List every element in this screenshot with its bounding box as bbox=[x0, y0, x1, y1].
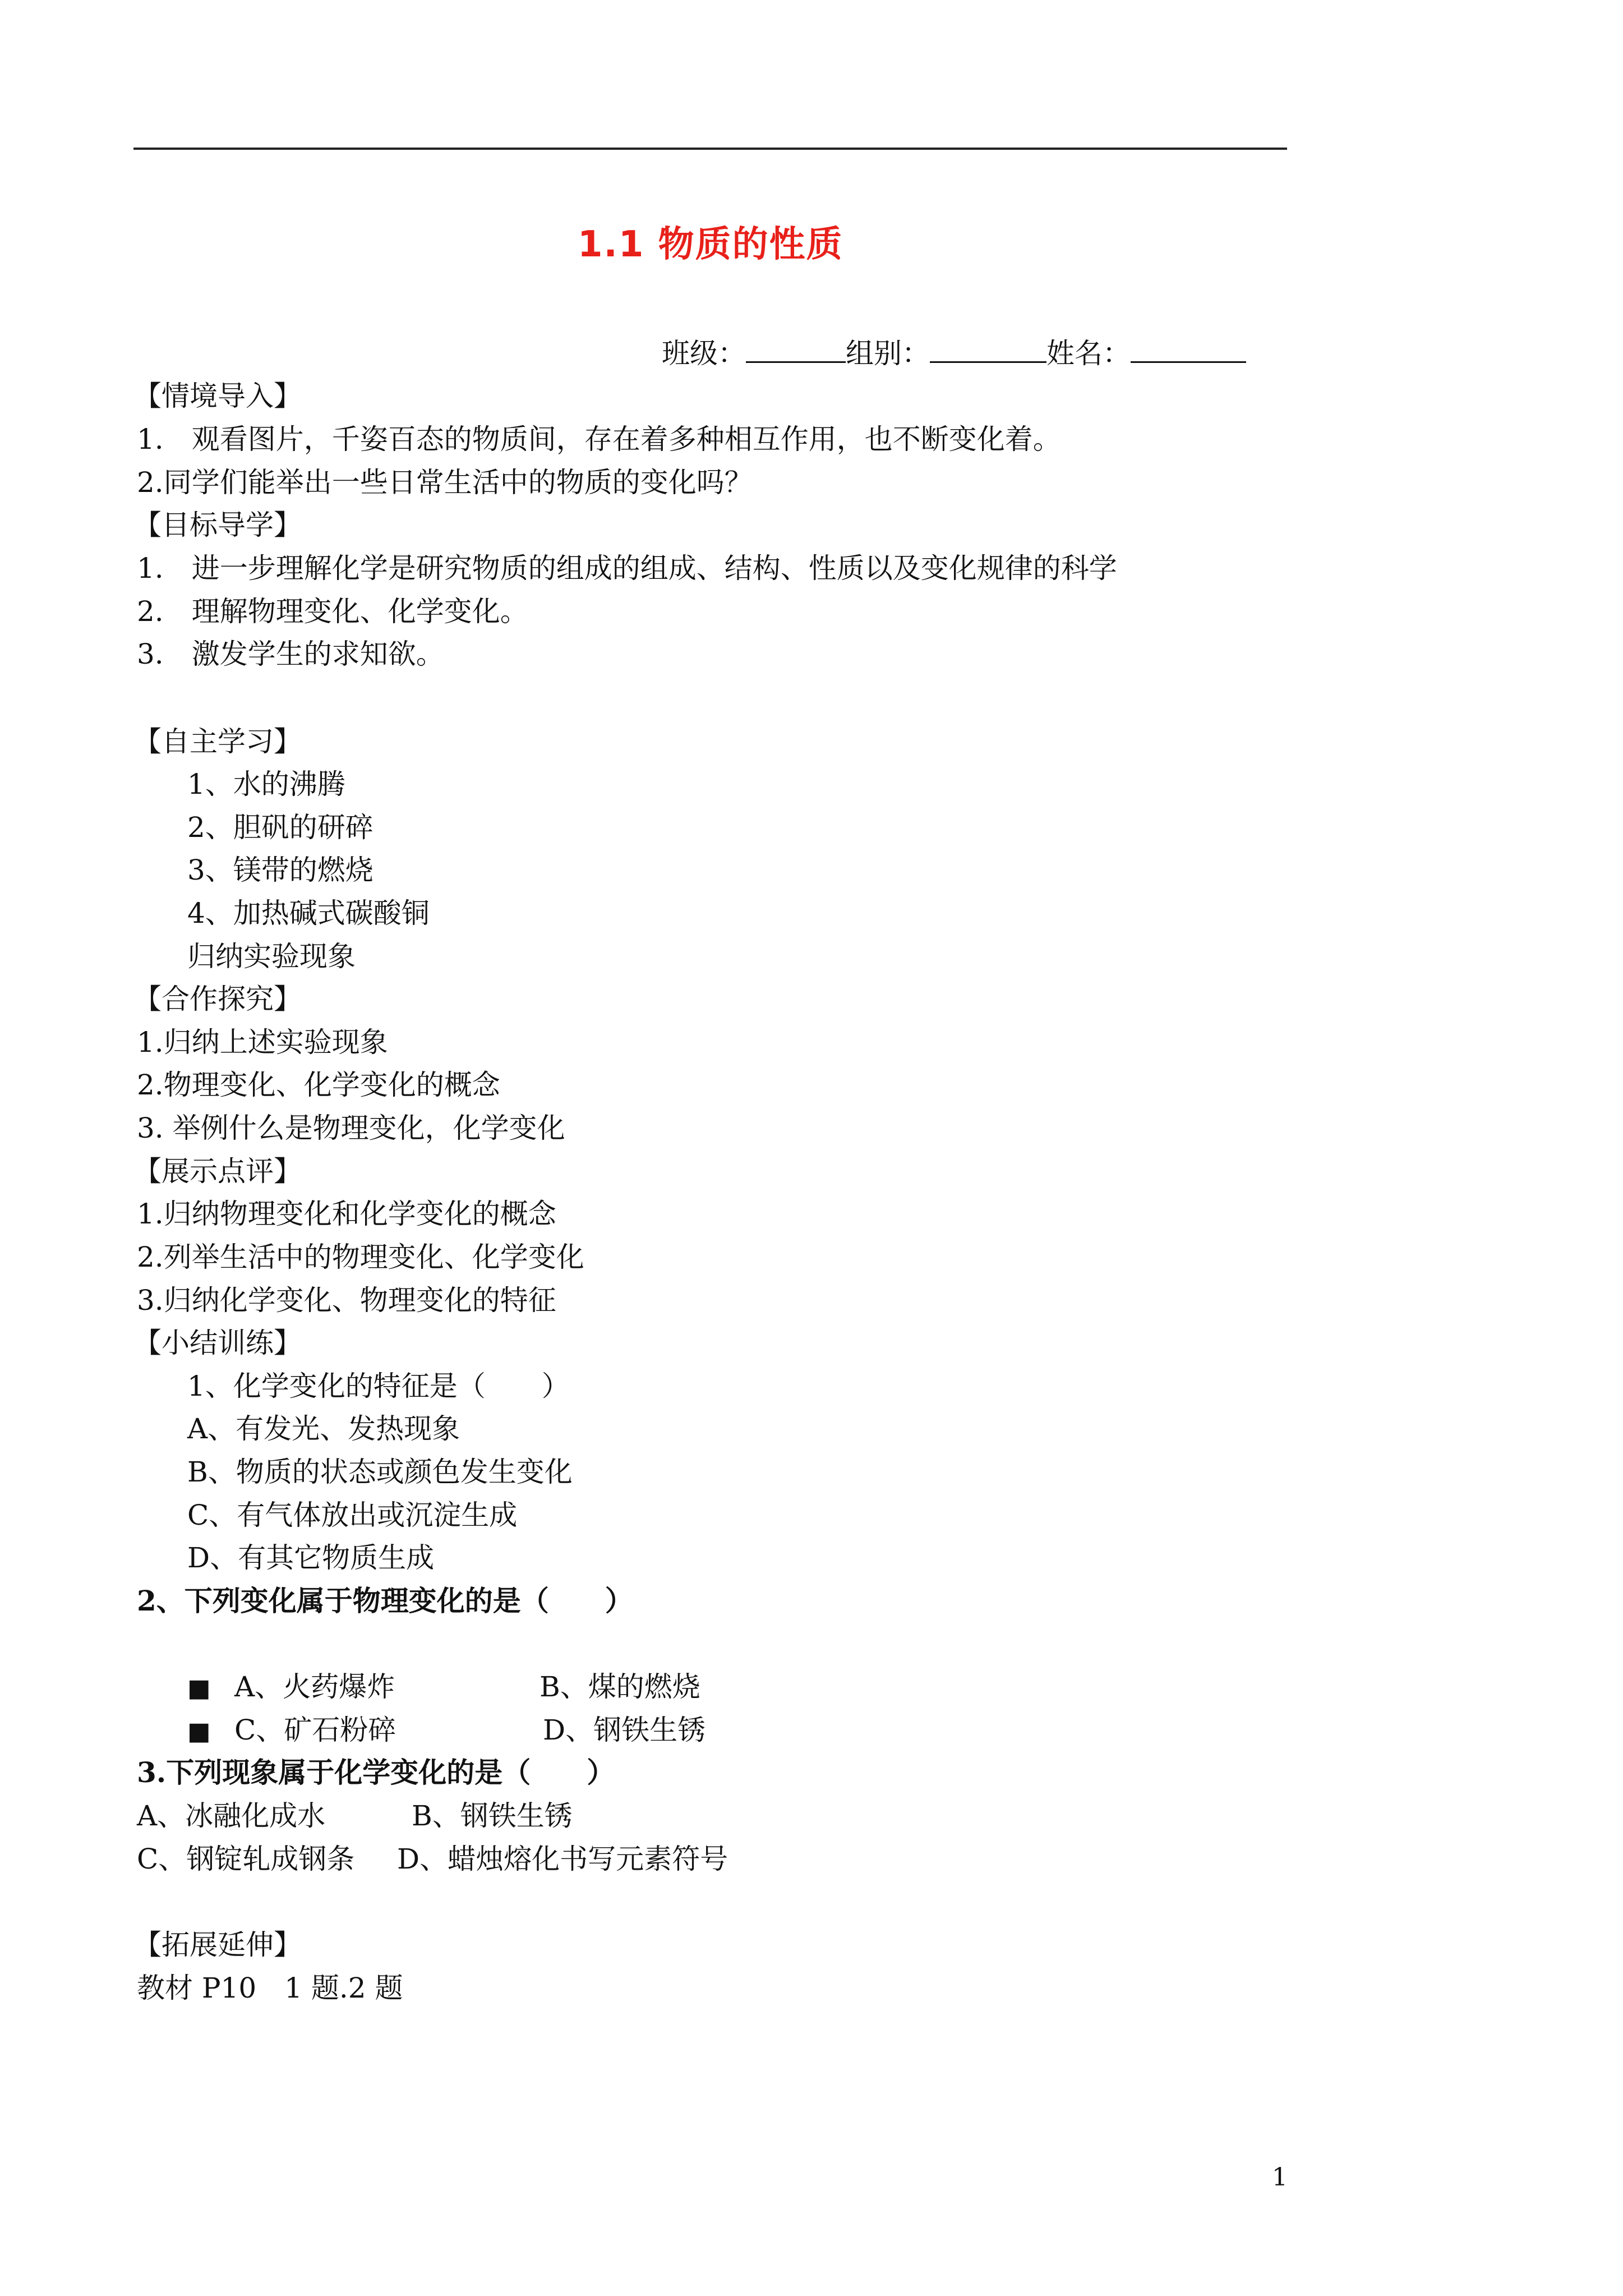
q3-option-a: A、冰融化成水 bbox=[137, 1800, 326, 1832]
q3-option-d: D、蜡烛熔化书写元素符号 bbox=[397, 1843, 728, 1875]
q1-option-d: D、有其它物质生成 bbox=[187, 1542, 435, 1574]
header-rule bbox=[133, 148, 1287, 150]
self-study-item: 3、镁带的燃烧 bbox=[187, 854, 374, 886]
cooperation-item: 1.归纳上述实验现象 bbox=[137, 1026, 388, 1059]
section-heading-goals: 【目标导学】 bbox=[133, 509, 302, 541]
q1-option-b: B、物质的状态或颜色发生变化 bbox=[187, 1456, 573, 1488]
class-blank[interactable] bbox=[746, 335, 846, 363]
student-info-line bbox=[662, 335, 1246, 370]
q2-option-c: C、矿石粉碎 bbox=[234, 1714, 396, 1746]
q1-option-c: C、有气体放出或沉淀生成 bbox=[187, 1499, 518, 1531]
section-heading-show: 【展示点评】 bbox=[133, 1155, 302, 1188]
goal-item: 3. 激发学生的求知欲。 bbox=[137, 638, 444, 670]
show-item: 2.列举生活中的物理变化、化学变化 bbox=[137, 1241, 584, 1273]
goal-item: 2. 理解物理变化、化学变化。 bbox=[137, 595, 528, 628]
group-label: 组别： bbox=[846, 337, 930, 370]
q3-option-c: C、钢锭轧成钢条 bbox=[137, 1843, 355, 1875]
show-item: 1.归纳物理变化和化学变化的概念 bbox=[137, 1198, 556, 1230]
name-label: 姓名： bbox=[1046, 337, 1131, 370]
q1-option-a: A、有发光、发热现象 bbox=[187, 1412, 460, 1445]
q2-option-d: D、钢铁生锈 bbox=[543, 1714, 706, 1746]
section-heading-self-study: 【自主学习】 bbox=[133, 725, 302, 758]
q3-option-b: B、钢铁生锈 bbox=[412, 1800, 573, 1832]
q2-option-a: A、火药爆炸 bbox=[234, 1671, 395, 1703]
self-study-item: 1、水的沸腾 bbox=[187, 768, 345, 800]
section-heading-cooperation: 【合作探究】 bbox=[133, 983, 302, 1015]
goal-item: 1. 进一步理解化学是研究物质的组成的组成、结构、性质以及变化规律的科学 bbox=[137, 552, 1117, 585]
question-1: 1、化学变化的特征是（ ） bbox=[187, 1370, 570, 1402]
cooperation-item: 3. 举例什么是物理变化，化学变化 bbox=[137, 1112, 565, 1144]
q2-option-b: B、煤的燃烧 bbox=[540, 1671, 700, 1703]
self-study-item: 归纳实验现象 bbox=[187, 940, 356, 973]
intro-item: 1. 观看图片，千姿百态的物质间，存在着多种相互作用，也不断变化着。 bbox=[137, 423, 1061, 455]
page-number: 1 bbox=[1272, 2163, 1288, 2192]
bullet-square-icon: ■ bbox=[187, 1717, 211, 1746]
self-study-item: 2、胆矾的研碎 bbox=[187, 811, 374, 844]
page-title: 1.1 物质的性质 bbox=[578, 224, 843, 265]
section-heading-intro: 【情境导入】 bbox=[133, 380, 302, 412]
name-blank[interactable] bbox=[1131, 335, 1246, 363]
cooperation-item: 2.物理变化、化学变化的概念 bbox=[137, 1069, 500, 1101]
section-heading-extend: 【拓展延伸】 bbox=[133, 1929, 302, 1961]
bullet-square-icon: ■ bbox=[187, 1674, 211, 1703]
class-label: 班级： bbox=[662, 337, 746, 370]
intro-item: 2.同学们能举出一些日常生活中的物质的变化吗？ bbox=[137, 466, 753, 499]
section-heading-summary: 【小结训练】 bbox=[133, 1327, 302, 1359]
question-2: 2、下列变化属于物理变化的是（ ） bbox=[137, 1584, 633, 1617]
extend-text: 教材 P10 1 题.2 题 bbox=[137, 1972, 403, 2004]
group-blank[interactable] bbox=[930, 335, 1046, 363]
self-study-item: 4、加热碱式碳酸铜 bbox=[187, 897, 430, 930]
question-3: 3.下列现象属于化学变化的是（ ） bbox=[137, 1756, 615, 1789]
show-item: 3.归纳化学变化、物理变化的特征 bbox=[137, 1284, 556, 1317]
